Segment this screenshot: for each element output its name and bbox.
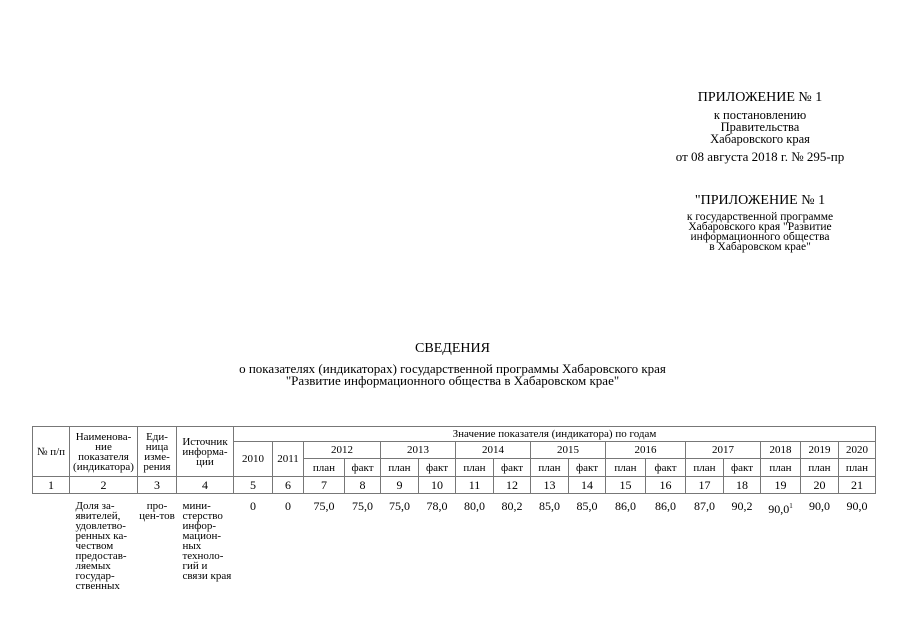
indicator-value: 90,0: [846, 499, 868, 513]
program-appendix-header: [640, 194, 880, 252]
header-year: 2012: [304, 442, 381, 459]
indicator-value: 80,2: [501, 499, 523, 513]
header-year: 2010: [234, 442, 273, 477]
appendix-line: Правительства: [720, 120, 800, 134]
appendix-title: ПРИЛОЖЕНИЕ № 1: [697, 90, 823, 105]
indicator-value: 75,0: [352, 499, 373, 513]
indicator-value: 90,2: [731, 499, 753, 513]
column-number: 18: [724, 477, 761, 494]
header-fact: факт: [419, 459, 456, 477]
indicator-unit: про-цен-тов: [139, 500, 175, 522]
column-number: 16: [646, 477, 686, 494]
column-number: 6: [273, 477, 304, 494]
heading-subtitle: о показателях (индикаторах) государственной программы Хабаровского края: [239, 361, 666, 376]
indicator-value: 0: [285, 499, 291, 513]
column-number: 2: [70, 477, 138, 494]
header-year: 2011: [273, 442, 304, 477]
header-values: Значение показателя (индикатора) по годам: [234, 427, 876, 442]
indicator-value: 90,0: [809, 499, 830, 513]
header-plan: план: [686, 459, 724, 477]
header-year: 2013: [381, 442, 456, 459]
indicator-value: 75,0: [313, 499, 335, 513]
header-name: Наименова-ние показателя (индикатора): [70, 427, 138, 477]
indicator-value: 78,0: [426, 499, 448, 513]
header-plan: план: [839, 459, 876, 477]
header-plan: план: [456, 459, 494, 477]
header-plan: план: [304, 459, 345, 477]
row-num: [33, 494, 70, 592]
indicator-value: 85,0: [539, 499, 560, 513]
program-appendix-line: к государственной программе: [686, 211, 834, 223]
program-appendix-line: в Хабаровском крае": [709, 241, 811, 253]
column-number: 13: [531, 477, 569, 494]
program-appendix-line: Хабаровского края "Развитие: [688, 221, 832, 233]
header-year: 2019: [801, 442, 839, 459]
header-year: 2018: [761, 442, 801, 459]
indicator-source: мини-стерство инфор-мацион-ных техноло-гий и связи края: [182, 500, 232, 582]
indicator-value: 85,0: [576, 499, 598, 513]
indicator-value: [761, 494, 801, 592]
header-year: 2017: [686, 442, 761, 459]
column-number: 7: [304, 477, 345, 494]
header-plan: план: [381, 459, 419, 477]
indicator-value: 86,0: [615, 499, 636, 513]
header-source: Источник информа-ции: [177, 427, 234, 477]
indicators-table: [32, 426, 876, 591]
header-fact: факт: [494, 459, 531, 477]
column-number: 10: [419, 477, 456, 494]
column-number: 12: [494, 477, 531, 494]
heading-subtitle: "Развитие информационного общества в Хабаровском крае": [285, 373, 620, 388]
header-plan: план: [606, 459, 646, 477]
header-year: 2020: [839, 442, 876, 459]
column-number: 21: [839, 477, 876, 494]
header-year: 2014: [456, 442, 531, 459]
heading-title: СВЕДЕНИЯ: [415, 341, 490, 356]
column-number: 4: [177, 477, 234, 494]
column-number: 8: [345, 477, 381, 494]
indicator-value: 80,0: [464, 499, 485, 513]
indicator-value: 0: [250, 499, 256, 513]
indicator-name: Доля за-явителей, удовлетво-ренных ка-чеством предостав-ляемых государ-ственных: [75, 500, 128, 592]
column-number: 11: [456, 477, 494, 494]
indicator-value: 75,0: [389, 499, 410, 513]
table-row: [33, 494, 876, 592]
column-number: 3: [138, 477, 177, 494]
appendix-date: от 08 августа 2018 г. № 295-пр: [675, 149, 845, 164]
indicator-value: 87,0: [694, 499, 715, 513]
header-num: № п/п: [33, 427, 70, 477]
column-number: 17: [686, 477, 724, 494]
appendix-header: [620, 91, 900, 163]
footnote-marker: 1: [789, 502, 793, 510]
header-fact: факт: [569, 459, 606, 477]
header-plan: план: [761, 459, 801, 477]
indicator-value: 86,0: [655, 499, 676, 513]
column-number: 14: [569, 477, 606, 494]
column-number: 15: [606, 477, 646, 494]
value-text: 90,0: [768, 502, 790, 516]
column-number: 5: [234, 477, 273, 494]
column-number: 19: [761, 477, 801, 494]
header-unit: Еди-ница изме-рения: [138, 427, 177, 477]
column-number: 9: [381, 477, 419, 494]
document-heading: [0, 342, 905, 387]
header-year: 2016: [606, 442, 686, 459]
header-plan: план: [531, 459, 569, 477]
header-fact: факт: [646, 459, 686, 477]
header-fact: факт: [724, 459, 761, 477]
header-year: 2015: [531, 442, 606, 459]
header-plan: план: [801, 459, 839, 477]
header-fact: факт: [345, 459, 381, 477]
column-number: 20: [801, 477, 839, 494]
program-appendix-line: информационного общества: [690, 231, 830, 243]
column-number: 1: [33, 477, 70, 494]
appendix-line: Хабаровского края: [710, 132, 810, 146]
appendix-line: к постановлению: [713, 108, 807, 122]
program-appendix-title: "ПРИЛОЖЕНИЕ № 1: [694, 193, 826, 208]
